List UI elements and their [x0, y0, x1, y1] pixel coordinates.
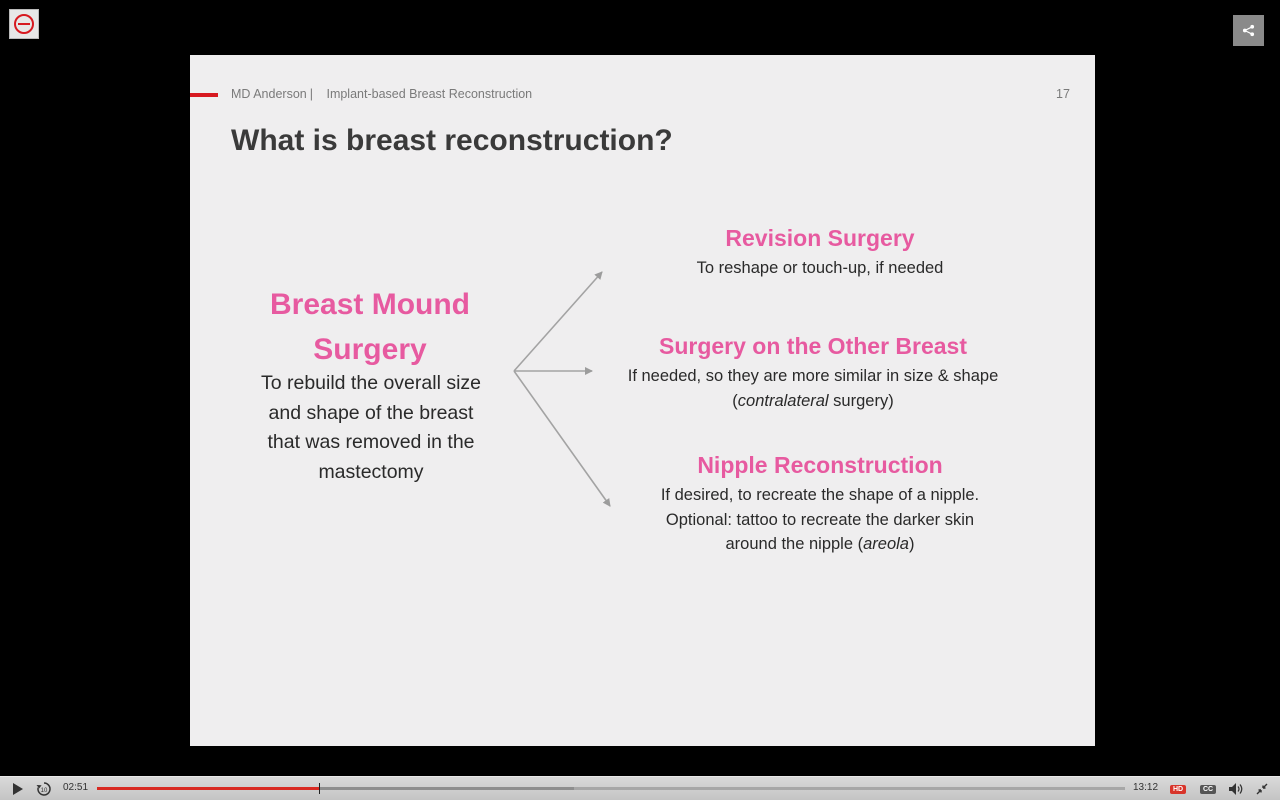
- main-topic-description-line: To rebuild the overall size: [260, 372, 482, 394]
- italic-term: contralateral: [737, 391, 829, 410]
- current-time: 02:51: [63, 782, 89, 793]
- main-topic-description-line: and shape of the breast: [268, 401, 474, 424]
- revision-title: Revision Surgery: [725, 225, 915, 251]
- exit-fullscreen-button[interactable]: [1252, 777, 1272, 800]
- play-icon: [12, 783, 23, 795]
- header-separator: |: [309, 87, 313, 101]
- duration: 13:12: [1133, 782, 1159, 793]
- main-topic-description-line: that was removed in the: [267, 431, 475, 453]
- line-rest: surgery): [828, 391, 894, 410]
- italic-term: areola: [863, 535, 909, 553]
- share-button[interactable]: [1233, 15, 1264, 46]
- slide-title: What is breast reconstruction?: [231, 124, 673, 157]
- other-breast-description-line: If needed, so they are more similar in size & shape: [627, 367, 999, 385]
- replay-10-button[interactable]: [34, 777, 54, 800]
- nipple-description: [620, 483, 1020, 557]
- main-topic-title-line: Surgery: [313, 333, 427, 366]
- other-breast-description: [600, 364, 1026, 413]
- svg-text:10: 10: [40, 788, 48, 794]
- hd-badge: HD: [1170, 785, 1186, 794]
- deck-title: Implant-based Breast Reconstruction: [326, 87, 533, 101]
- revision-description: To reshape or touch-up, if needed: [696, 259, 944, 277]
- line-pre: around the nipple (: [725, 535, 864, 553]
- slide-page-number: 17: [1056, 87, 1070, 101]
- progress-bar[interactable]: [97, 787, 1125, 790]
- other-breast-description-line: [600, 389, 1026, 414]
- main-topic-title-line: Breast Mound: [269, 288, 470, 321]
- nipple-description-line: [620, 532, 1020, 557]
- cc-button[interactable]: [1197, 777, 1219, 800]
- slide-accent-bar: [190, 93, 218, 97]
- paren-open: (: [732, 391, 738, 410]
- volume-button[interactable]: [1226, 777, 1246, 800]
- nipple-description-line: If desired, to recreate the shape of a nipple.: [660, 486, 980, 504]
- slide-header: [231, 87, 532, 101]
- nipple-description-line: Optional: tattoo to recreate the darker skin: [665, 510, 975, 529]
- share-icon: [1242, 24, 1255, 37]
- channel-logo-icon[interactable]: [9, 9, 39, 39]
- play-button[interactable]: [8, 777, 26, 800]
- main-topic-title: [245, 282, 495, 372]
- cc-badge: CC: [1200, 785, 1216, 794]
- nipple-title: Nipple Reconstruction: [697, 452, 943, 478]
- other-breast-title: Surgery on the Other Breast: [658, 333, 968, 359]
- progress-played: [97, 787, 319, 790]
- org-name: MD Anderson: [231, 87, 307, 101]
- line-post: ): [908, 535, 915, 553]
- hd-button[interactable]: [1167, 777, 1189, 800]
- progress-scrubber[interactable]: [319, 783, 320, 794]
- main-topic-description-line: mastectomy: [318, 460, 424, 483]
- main-topic-description: [240, 369, 502, 487]
- exit-fullscreen-icon: [1256, 783, 1268, 795]
- player-controls: [0, 776, 1280, 800]
- replay-10-icon: [36, 781, 52, 797]
- volume-icon: [1229, 783, 1244, 795]
